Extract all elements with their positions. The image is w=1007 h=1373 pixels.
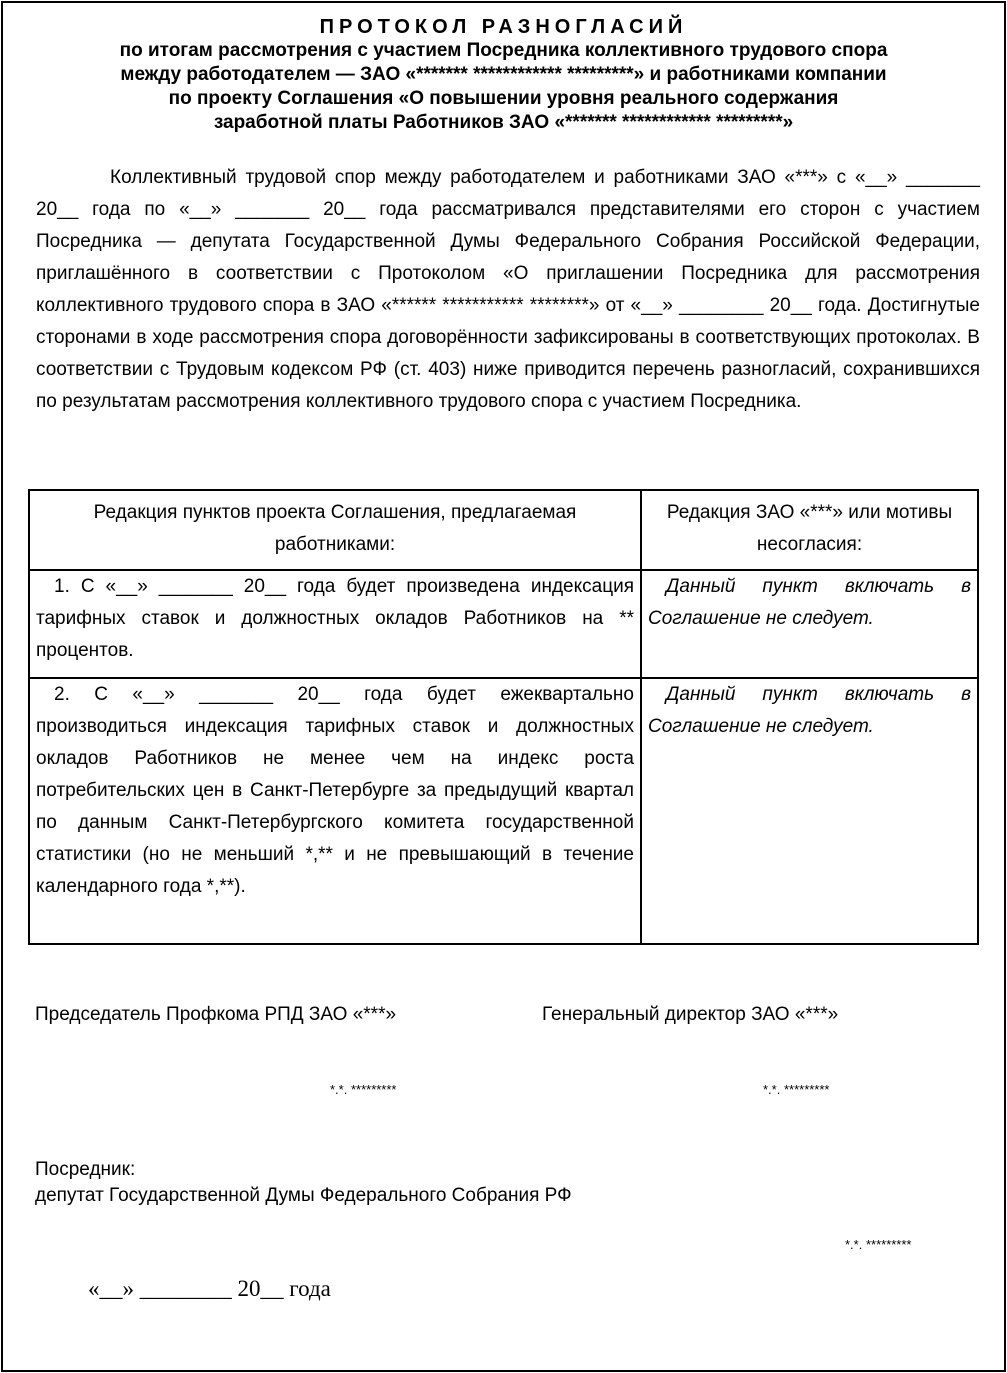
chair-name: *.*. ********* (330, 1082, 397, 1097)
column-header-proposal: Редакция пунктов проекта Соглашения, предлагаемая работниками: (29, 490, 641, 570)
director-name: *.*. ********* (763, 1082, 830, 1097)
chair-label: Председатель Профкома РПД ЗАО «***» (35, 1004, 397, 1025)
header-line: между работодателем — ЗАО «******* ************ *********» и работниками компании (120, 64, 887, 85)
response-cell: Данный пункт включать в Соглашение не следует. (641, 678, 978, 944)
proposal-cell: 2. С «__» _______ 20__ года будет ежеквартально производиться индексация тарифных ставок и должностных окладов Работников не менее чем на индекс роста потребительских цен в Санкт-Петербурге за предыдущий квартал по данным Санкт-Петербургского комитета государственной статистики (но не меньший *,** и не превышающий в течение календарного года *,**). (29, 678, 641, 944)
date-line: «__» ________ 20__ года (88, 1276, 331, 1301)
header-line: по проекту Соглашения «О повышении уровня реального содержания (168, 88, 839, 109)
response-cell: Данный пункт включать в Соглашение не следует. (641, 570, 978, 678)
intro-paragraph: Коллективный трудовой спор между работодателем и работниками ЗАО «***» с «__» _______ 20__ года по «__» _______ 20__ года рассматривался представителями его сторон с участием Посредника — депутата Государственной Думы Федерального Собрания Российской Федерации, приглашённого в соответствии с Протоколом «О приглашении Посредника для рассмотрения коллективного трудового спора в ЗАО «****** *********** ********» от «__» ________ 20__ года. Достигнутые сторонами в ходе рассмотрения спора договорённости зафиксированы в соответствующих протоколах. В соответствии с Трудовым кодексом РФ (ст. 403) ниже приводится перечень разногласий, сохранившихся по результатам рассмотрения коллективного трудового спора с участием Посредника. (36, 167, 980, 412)
director-label: Генеральный директор ЗАО «***» (542, 1004, 839, 1025)
mediator-name: *.*. ********* (845, 1237, 912, 1252)
proposal-cell: 1. С «__» _______ 20__ года будет произведена индексация тарифных ставок и должностных окладов Работников на ** процентов. (29, 570, 641, 678)
column-header-response: Редакция ЗАО «***» или мотивы несогласия: (641, 490, 978, 570)
disagreements-table (28, 489, 979, 945)
document-title: ПРОТОКОЛ РАЗНОГЛАСИЙ (319, 16, 688, 38)
header-line: заработной платы Работников ЗАО «******* ************ *********» (213, 112, 794, 133)
table-header-row (29, 490, 978, 570)
table-row (29, 678, 978, 944)
mediator-label: Посредник: (35, 1159, 136, 1180)
document-header (3, 15, 1004, 135)
table-row (29, 570, 978, 678)
header-line: по итогам рассмотрения с участием Посредника коллективного трудового спора (119, 40, 888, 61)
mediator-title: депутат Государственной Думы Федерального Собрания РФ (35, 1185, 572, 1206)
